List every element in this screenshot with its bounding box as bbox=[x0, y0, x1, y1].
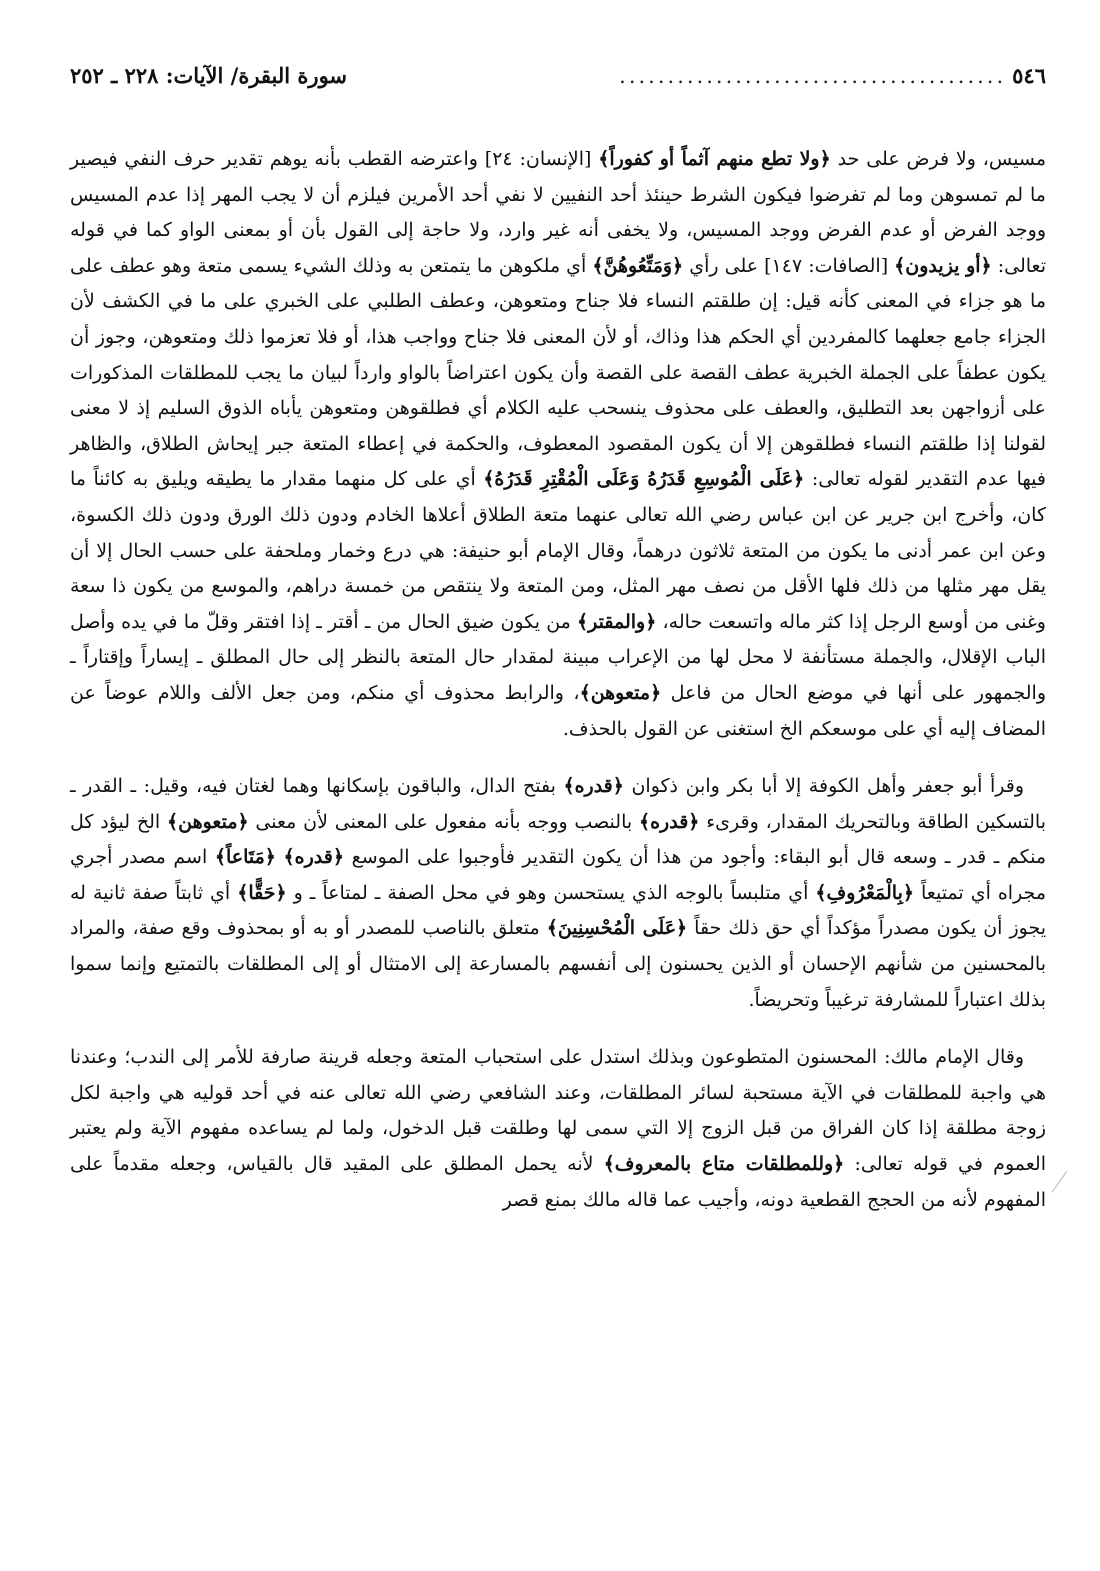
quran-quote: ﴿أو يزيدون﴾ bbox=[894, 254, 992, 277]
paragraph bbox=[70, 1040, 1046, 1218]
text-segment: لأنه يحمل المطلق على المقيد قال بالقياس، وجعله مقدماً على المفهوم لأنه من الحجج القطعية دونه، وأجيب عما قاله مالك بمنع قصر bbox=[70, 1153, 1046, 1211]
text-segment: وقرأ أبو جعفر وأهل الكوفة إلا أبا بكر وابن ذكوان bbox=[623, 775, 1024, 798]
quran-quote: ﴿قدره﴾ bbox=[563, 775, 624, 798]
paragraph bbox=[70, 769, 1046, 1018]
text-segment: بفتح الدال، والباقون بإسكانها وهما لغتان فيه، وقيل: ـ القدر ـ بالتسكين الطاقة وبالتحريك المقدار، وقرىء bbox=[70, 775, 1046, 833]
page-number: ٥٤٦ bbox=[1012, 63, 1046, 88]
quran-quote: ﴿حَقًّا﴾ bbox=[237, 881, 287, 904]
quran-quote: ﴿وللمطلقات متاع بالمعروف﴾ bbox=[603, 1153, 845, 1176]
text-segment: أي متلبساً بالوجه الذي يستحسن وهو في محل الصفة ـ لمتاعاً ـ و bbox=[286, 881, 816, 904]
quran-quote: ﴿قدره﴾ bbox=[638, 810, 700, 833]
running-header bbox=[70, 60, 1046, 94]
leader-dots: ........................................ bbox=[619, 64, 1007, 88]
paragraph bbox=[70, 142, 1046, 747]
text-segment: وقال الإمام مالك: المحسنون المتطوعون وبذلك استدل على استحباب المتعة وجعله قرينة صارفة للأمر إلى الندب؛ وعندنا هي واجبة للمطلقات في الآية مستحبة لسائر المطلقات، وعند الشافعي رضي الله تعالى عنه في أحد قوليه هي واجبة لكل زوجة مطلقة إذا كان الفراق من قبل الزوج إلا التي سمى لها وطلقت قبل الدخول، ولما لم يساعده مفهوم الآية ولم يعتبر العموم في قوله تعالى: bbox=[70, 1046, 1046, 1176]
text-segment: [الإنسان: ٢٤] واعترضه القطب بأنه يوهم تقدير حرف النفي فيصير ما لم تمسوهن وما لم تفرضوا فيكون الشرط حينئذ أحد النفيين لا نفي أحد الأمرين فيلزم أن لا يجب المهر إذا عدم المسيس ووجد الفرض أو عدم الفرض ووجد المسيس، ولا يخفى أنه غير وارد، ولا حاجة إلى القول بأن أو بمعنى الواو كما في قوله تعالى: bbox=[70, 148, 1047, 277]
quran-quote: ﴿مَتَاعاً﴾ bbox=[214, 846, 276, 869]
quran-quote: ﴿وَمَتِّعُوهُنَّ﴾ bbox=[592, 254, 684, 277]
text-segment: مسيس، ولا فرض على حد bbox=[830, 148, 1046, 170]
quran-quote: ﴿والمقتر﴾ bbox=[577, 610, 657, 633]
text-segment: الخ ليؤد كل منكم ـ قدر ـ وسعه قال أبو البقاء: وأجود من هذا أن يكون التقدير فأوجبوا على الموسع bbox=[70, 810, 1046, 869]
body-text bbox=[70, 142, 1046, 1218]
text-segment: أي على كل منهما مقدار ما يطيقه ويليق به كائناً ما كان، وأخرج ابن جرير عن ابن عباس رضي الله تعالى عنهما متعة الطلاق أعلاها الخادم ودون ذلك الورق ودون ذلك الكسوة، وعن ابن عمر أدنى ما يكون من المتعة ثلاثون درهماً، وقال الإمام أبو حنيفة: هي درع وخمار وملحفة على حسب الحال إلا أن يقل مهر مثلها من ذلك فلها الأقل من نصف مهر المثل، ومن المتعة ولا ينتقص من خمسة دراهم، والموسع من يكون ذا سعة وغنى من أوسع الرجل إذا كثر ماله واتسعت حاله، bbox=[70, 468, 1046, 633]
quran-quote: ﴿ولا تطع منهم آثماً أو كفوراً﴾ bbox=[598, 148, 831, 170]
chapter-title: سورة البقرة/ الآيات: ٢٢٨ ـ ٢٥٢ bbox=[70, 63, 348, 88]
quran-quote: ﴿عَلَى الْمُحْسِنِينَ﴾ bbox=[546, 917, 688, 940]
text-segment: من يكون ضيق الحال من ـ أقتر ـ إذا افتقر وقلّ ما في يده وأصل الباب الإقلال، والجملة مستأنفة لا محل لها من الإعراب مبينة لمقدار حال المتعة بالنظر إلى حال المطلق ـ إيساراً وإقتاراً ـ والجمهور على أنها في موضع الحال من فاعل bbox=[70, 610, 1046, 704]
quran-quote: ﴿قدره﴾ bbox=[283, 846, 344, 869]
text-segment: أي ملكوهن ما يتمتعن به وذلك الشيء يسمى متعة وهو عطف على ما هو جزاء في المعنى كأنه قيل: إن طلقتم النساء فلا جناح ومتعوهن، وعطف الطلبي على الخبري على ما في الكشف لأن الجزاء جامع جعلهما كالمفردين أي الحكم هذا وذاك، أو لأن المعنى فلا جناح وواجب هذا، أو فلا تعزموا ذلك ومتعوهن، وجوز أن يكون عطفاً على الجملة الخبرية عطف القصة على القصة وأن يكون اعتراضاً بالواو وارداً لبيان ما يجب للمطلقات المذكورات على أزواجهن بعد التطليق، والعطف على محذوف ينسحب عليه الكلام أي فطلقوهن ومتعوهن يأباه الذوق السليم إذ لا معنى لقولنا إذا طلقتم النساء فطلقوهن إلا أن يكون المقصود المعطوف، والحكمة في إعطاء المتعة جبر إيحاش الطلاق، والظاهر فيها عدم التقدير لقوله تعالى: bbox=[70, 254, 1046, 491]
text-segment: أي ثابتاً صفة ثانية له يجوز أن يكون مصدراً مؤكداً أي حق ذلك حقاً bbox=[70, 881, 1046, 940]
text-segment: اسم مصدر أجري مجراه أي تمتيعاً bbox=[70, 846, 1046, 904]
scan-artifact bbox=[1052, 1171, 1078, 1200]
quran-quote: ﴿بِالْمَعْرُوفِ﴾ bbox=[815, 881, 915, 904]
text-segment bbox=[276, 846, 284, 868]
text-segment: متعلق بالناصب للمصدر أو به أو بمحذوف وقع صفة، والمراد بالمحسنين من شأنهم الإحسان أو الذين يحسنون إلى أنفسهم بالمسارعة إلى الامتثال أو إلى المطلقات بالتمتيع وإنما سموا بذلك اعتباراً للمشارفة ترغيباً وتحريضاً. bbox=[70, 917, 1046, 1011]
quran-quote: ﴿متعوهن﴾ bbox=[166, 810, 249, 833]
quran-quote: ﴿عَلَى الْمُوسِعِ قَدَرُهُ وَعَلَى الْمُقْتِرِ قَدَرُهُ﴾ bbox=[483, 468, 805, 491]
quran-quote: ﴿متعوهن﴾ bbox=[579, 681, 662, 704]
document-page bbox=[70, 60, 1046, 1218]
text-segment: ، والرابط محذوف أي منكم، ومن جعل الألف واللام عوضاً عن المضاف إليه أي على موسعكم الخ استغنى عن القول بالحذف. bbox=[70, 681, 1046, 740]
text-segment: [الصافات: ١٤٧] على رأي bbox=[683, 254, 895, 277]
text-segment: بالنصب ووجه بأنه مفعول على المعنى لأن معنى bbox=[248, 810, 639, 833]
